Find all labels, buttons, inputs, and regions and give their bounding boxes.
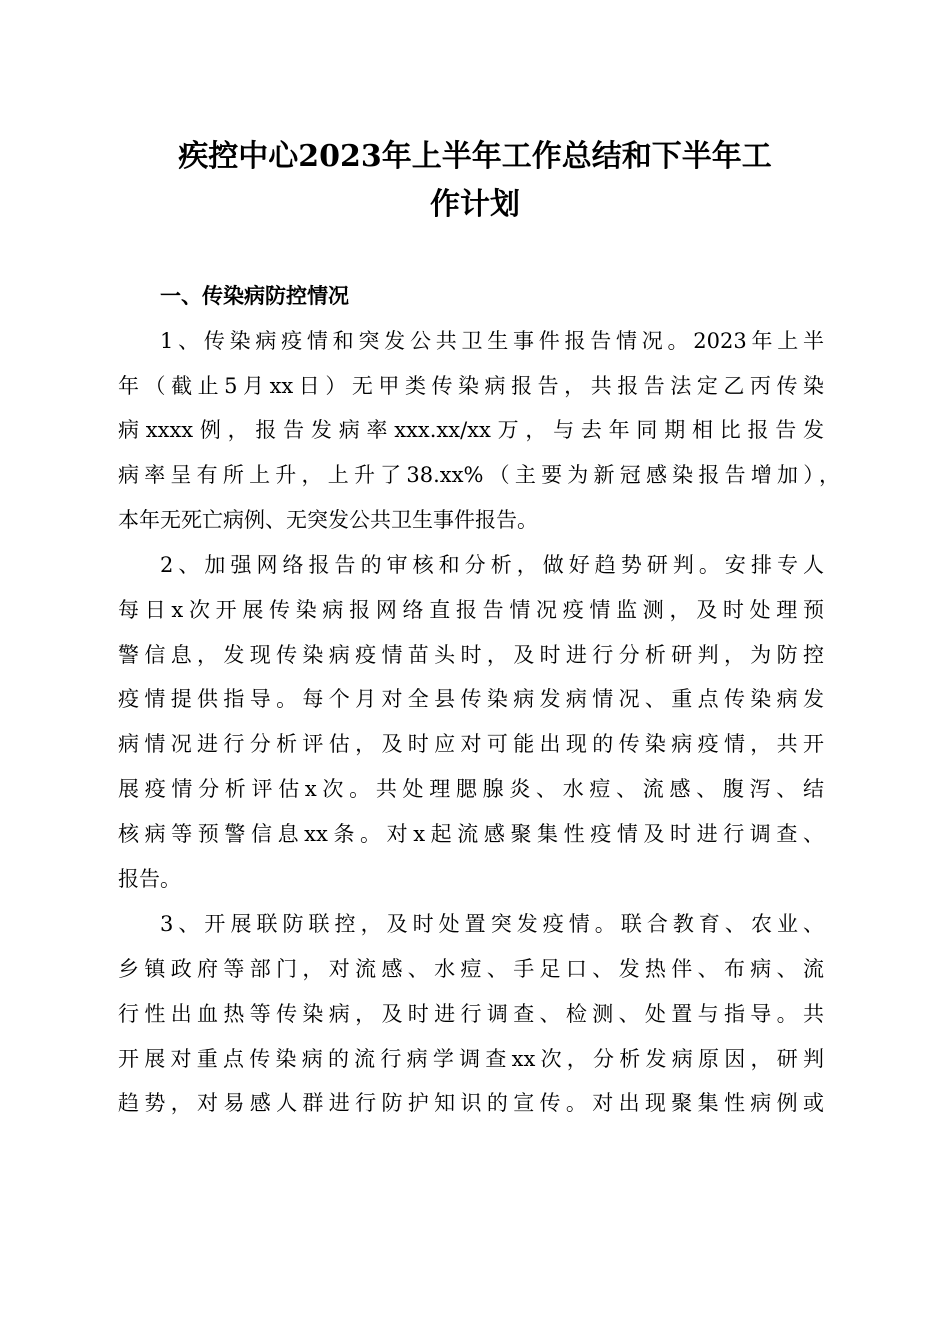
paragraph-2-line-2: 每日x次开展传染病报网络直报告情况疫情监测，及时处理预	[118, 598, 824, 622]
section-heading: 一、传染病防控情况	[160, 284, 349, 308]
paragraph-3-line-2: 乡镇政府等部门，对流感、水痘、手足口、发热伴、布病、流	[118, 957, 824, 981]
paragraph-1-line-1: 1、传染病疫情和突发公共卫生事件报告情况。2023年上半	[160, 329, 824, 353]
paragraph-2-line-8: 报告。	[118, 867, 181, 891]
paragraph-3-line-1: 3、开展联防联控，及时处置突发疫情。联合教育、农业、	[160, 912, 824, 936]
paragraph-2-line-6: 展疫情分析评估x次。共处理腮腺炎、水痘、流感、腹泻、结	[118, 777, 824, 801]
paragraph-2-line-3: 警信息，发现传染病疫情苗头时，及时进行分析研判，为防控	[118, 643, 824, 667]
paragraph-1-line-4: 病率呈有所上升，上升了38.xx%（主要为新冠感染报告增加），	[118, 463, 840, 487]
paragraph-3-line-3: 行性出血热等传染病，及时进行调查、检测、处置与指导。共	[118, 1002, 824, 1026]
paragraph-2-line-7: 核病等预警信息xx条。对x起流感聚集性疫情及时进行调查、	[118, 822, 824, 846]
document-title-line-1: 疾控中心2023年上半年工作总结和下半年工	[178, 139, 772, 174]
paragraph-3-line-4: 开展对重点传染病的流行病学调查xx次，分析发病原因，研判	[118, 1047, 824, 1071]
paragraph-1-line-2: 年（截止5月xx日）无甲类传染病报告，共报告法定乙丙传染	[118, 374, 824, 398]
document-title-line-2: 作计划	[430, 187, 520, 222]
paragraph-1-line-3: 病xxxx例，报告发病率xxx.xx/xx万，与去年同期相比报告发	[118, 418, 824, 442]
paragraph-2-line-5: 病情况进行分析评估，及时应对可能出现的传染病疫情，共开	[118, 732, 824, 756]
paragraph-2-line-4: 疫情提供指导。每个月对全县传染病发病情况、重点传染病发	[118, 687, 824, 711]
paragraph-1-line-5: 本年无死亡病例、无突发公共卫生事件报告。	[118, 508, 538, 532]
paragraph-3-line-5: 趋势，对易感人群进行防护知识的宣传。对出现聚集性病例或	[118, 1091, 824, 1115]
paragraph-2-line-1: 2、加强网络报告的审核和分析，做好趋势研判。安排专人	[160, 553, 824, 577]
